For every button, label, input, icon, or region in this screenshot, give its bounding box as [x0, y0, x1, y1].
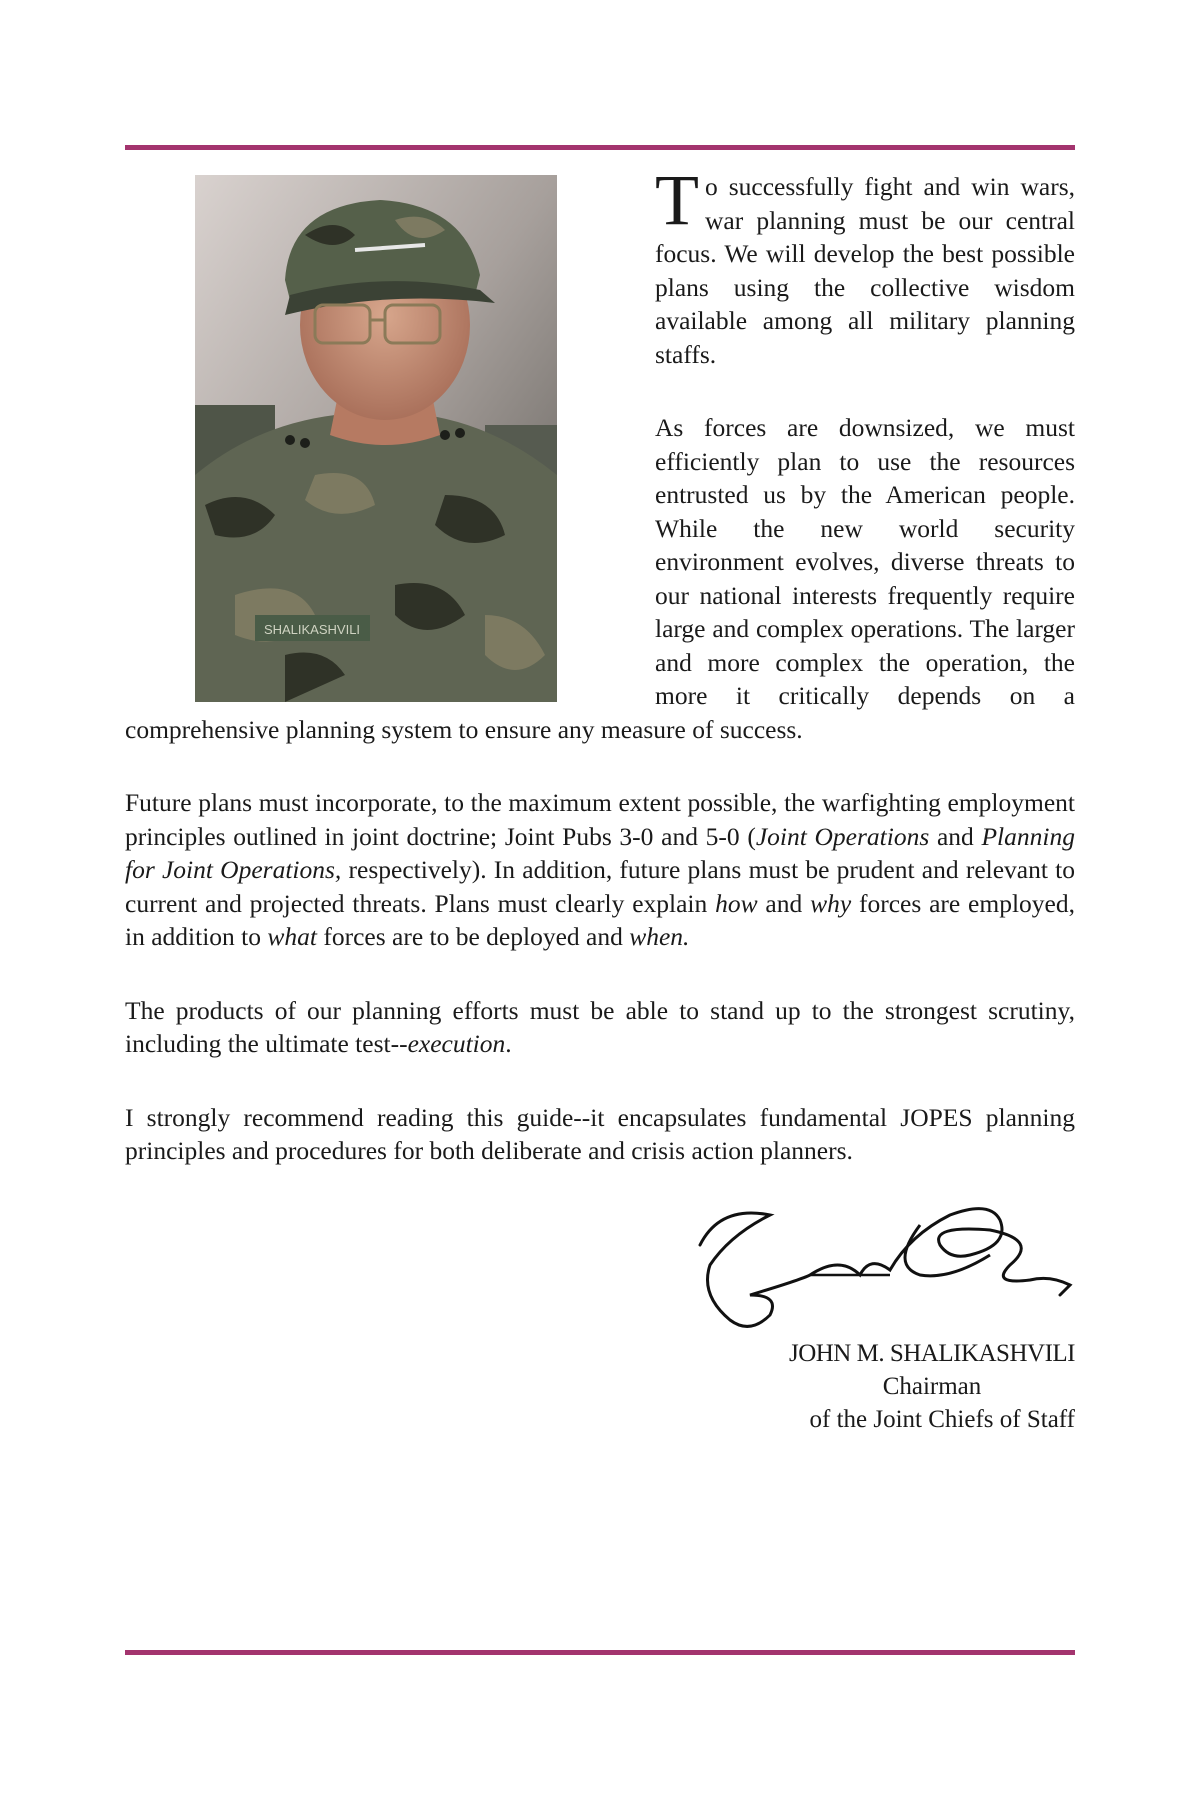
signer-title: Chairman — [882, 1373, 982, 1400]
handwritten-signature — [690, 1185, 1090, 1335]
portrait-photo-icon — [195, 175, 557, 702]
signer-name: JOHN M. SHALIKASHVILI — [788, 1340, 1075, 1367]
paragraph-3: Future plans must incorporate, to the maximum extent possible, the warfighting employment principles outlined in joint doctrine; Joint Pubs 3-0 and 5-0 (Joint Operations and Planning for Joint Operations, respectively). In addition, future plans must be prudent and relevant to current and projected threats. Plans must clearly explain how and why forces are employed, in addition to what forces are to be deployed and when. — [125, 788, 1075, 951]
signer-organization: of the Joint Chiefs of Staff — [809, 1406, 1075, 1433]
paragraph-1-text: o successfully fight and win wars, war planning must be our central focus. We will develop the best possible plans using the collective wisdom available among all military planning staffs. — [655, 172, 1075, 369]
paragraph-5: I strongly recommend reading this guide--it encapsulates fundamental JOPES planning principles and procedures for both deliberate and crisis action planners. — [125, 1102, 1075, 1165]
bottom-rule — [125, 1650, 1075, 1655]
drop-cap: T — [655, 160, 699, 240]
letter-body — [125, 160, 1075, 1208]
top-rule — [125, 145, 1075, 150]
signature-block — [789, 1337, 1075, 1436]
paragraph-2: As forces are downsized, we must efficiently plan to use the resources entrusted us by the American people. While the new world security environment evolves, diverse threats to our national interests frequently require large and complex operations. The larger and more complex the operation, the more it critically depends on a comprehensive planning system to ensure any measure of success. — [125, 413, 1075, 744]
name-tape: SHALIKASHVILI — [263, 622, 361, 637]
paragraph-4: The products of our planning efforts must be able to stand up to the strongest scrutiny, including the ultimate test--execution. — [125, 995, 1075, 1058]
